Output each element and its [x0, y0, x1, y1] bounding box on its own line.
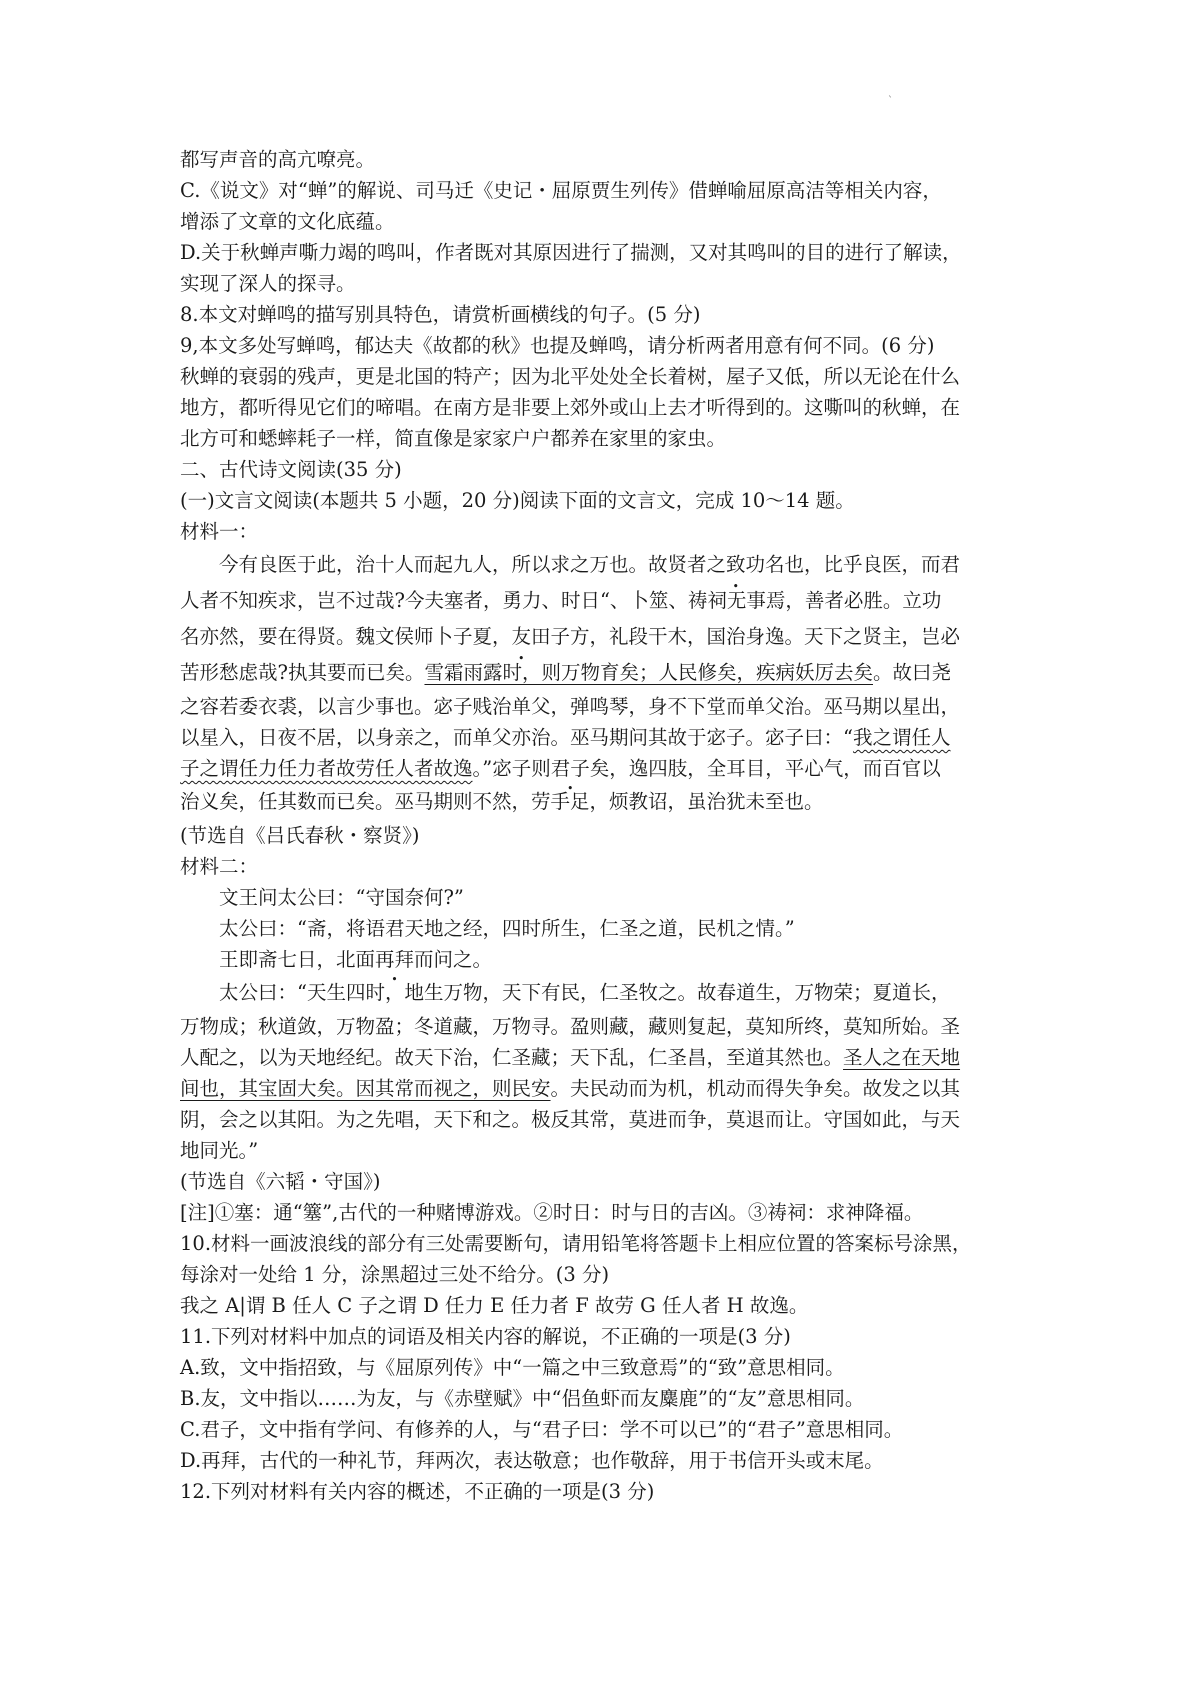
dotted-word: 友: [511, 625, 532, 648]
section-heading: 二、古代诗文阅读(35 分): [180, 458, 402, 481]
question-12: 12.下列对材料有关内容的概述，不正确的一项是(3 分): [180, 1480, 655, 1503]
wavy-underlined-text: 子之谓任力任力者故劳任人者故逸: [180, 757, 473, 780]
question-8: 8.本文对蝉鸣的描写别具特色，请赏析画横线的句子。(5 分): [180, 303, 701, 326]
passage-line: 文王问太公曰：“守国奈何?”: [219, 886, 464, 909]
text-line: 增添了文章的文化底蕴。: [180, 210, 395, 233]
question-10: 10.材料一画波浪线的部分有三处需要断句，请用铅笔将答题卡上相应位置的答案标号涂黑，: [180, 1232, 972, 1255]
underlined-sentence: 间也，其宝固大矣。因其常而视之，则民安: [180, 1077, 551, 1100]
source-note: (节选自《六韬・守国》): [180, 1170, 381, 1193]
scan-speck: `: [888, 96, 893, 107]
passage-line: 万物成；秋道敛，万物盈；冬道藏，万物寻。盈则藏，藏则复起，莫知所终，莫知所始。圣: [180, 1015, 961, 1038]
question-9: 9,本文多处写蝉鸣，郁达夫《故都的秋》也提及蝉鸣，请分析两者用意有何不同。(6 分): [180, 334, 935, 357]
question-10-options: 我之 A|谓 B 任人 C 子之谓 D 任力 E 任力者 F 故劳 G 任人者 H 故逸。: [180, 1294, 809, 1317]
quote-line: 北方可和蟋蟀耗子一样，简直像是家家户户都养在家里的家虫。: [180, 427, 727, 450]
option-a: A.致，文中指招致，与《屈原列传》中“一篇之中三致意焉”的“致”意思相同。: [180, 1356, 845, 1379]
dotted-word: 致: [726, 553, 746, 576]
passage-line: 人配之，以为天地经纪。故天下治，仁圣藏；天下乱，仁圣昌，至道其然也。圣人之在天地: [180, 1046, 961, 1069]
option-d-line: D.关于秋蝉声嘶力竭的鸣叫，作者既对其原因进行了揣测，又对其鸣叫的目的进行了解读，: [180, 241, 962, 264]
question-10-cont: 每涂对一处给 1 分，涂黑超过三处不给分。(3 分): [180, 1263, 610, 1286]
passage-line: 治义矣，任其数而已矣。巫马期则不然，劳手足，烦教诏，虽治犹未至也。: [180, 790, 824, 813]
quote-line: 秋蝉的衰弱的残声，更是北国的特产；因为北平处处全长着树，屋子又低，所以无论在什么: [180, 365, 961, 388]
quote-line: 地方，都听得见它们的啼唱。在南方是非要上郊外或山上去才听得到的。这嘶叫的秋蝉，在: [180, 396, 961, 419]
passage-line: 以星入，日夜不居，以身亲之，而单父亦治。巫马期问其故于宓子。宓子曰：“我之谓任人: [180, 726, 951, 749]
material-two-label: 材料二：: [180, 855, 259, 878]
passage-line: 阴，会之以其阳。为之先唱，天下和之。极反其常，莫进而争，莫退而让。守国如此，与天: [180, 1108, 961, 1131]
option-c: C.君子，文中指有学问、有修养的人，与“君子曰：学不可以已”的“君子”意思相同。: [180, 1418, 904, 1441]
question-11: 11.下列对材料中加点的词语及相关内容的解说，不正确的一项是(3 分): [180, 1325, 791, 1348]
option-c-line: C.《说文》对“蝉”的解说、司马迁《史记・屈原贾生列传》借蝉喻屈原高洁等相关内容，: [180, 179, 942, 202]
passage-line: 之容若委衣裘，以言少事也。宓子贱治单父，弹鸣琴，身不下堂而单父治。巫马期以星出，: [180, 695, 961, 718]
underlined-sentence: 雪霜雨露时，则万物育矣；人民修矣，疾病妖厉去矣: [424, 661, 873, 684]
text-line: 实现了深人的探寻。: [180, 272, 356, 295]
passage-line: 太公曰：“天生四时，地生万物，天下有民，仁圣牧之。故春道生，万物荣；夏道长，: [219, 981, 951, 1004]
passage-line: 子之谓任力任力者故劳任人者故逸。”宓子则君子矣，逸四肢，全耳目，平心气，而百官以: [180, 757, 941, 780]
exam-page: [180, 144, 1060, 1507]
option-b: B.友，文中指以……为友，与《赤壁赋》中“侣鱼虾而友麋鹿”的“友”意思相同。: [180, 1387, 865, 1410]
passage-line: 王即斋七日，北面再拜而问之。: [219, 948, 493, 971]
option-d: D.再拜，古代的一种礼节，拜两次，表达敬意；也作敬辞，用于书信开头或末尾。: [180, 1449, 884, 1472]
text-line: 都写声音的高亢嘹亮。: [180, 148, 376, 171]
dotted-word: 君子: [550, 757, 590, 780]
passage-line: 名亦然，要在得贤。魏文侯师卜子夏，友田子方，礼段干木，国治身逸。天下之贤主，岂必: [180, 625, 961, 648]
wavy-underlined-text: 我之谓任人: [852, 726, 951, 749]
dotted-word: 再拜: [375, 948, 415, 971]
passage-line: 地同光。”: [180, 1139, 259, 1162]
underlined-sentence: 圣人之在天地: [843, 1046, 961, 1069]
passage-line: 间也，其宝固大矣。因其常而视之，则民安。夫民动而为机，机动而得失争矣。故发之以其: [180, 1077, 961, 1100]
material-one-label: 材料一：: [180, 520, 259, 543]
annotation-note: [注]①塞：通“簺”,古代的一种赌博游戏。②时日：时与日的吉凶。③祷祠：求神降福。: [180, 1201, 924, 1224]
passage-line: 苦形愁虑哉?执其要而已矣。雪霜雨露时，则万物育矣；人民修矣，疾病妖厉去矣。故曰尧: [180, 661, 951, 684]
passage-line: 太公曰：“斋，将语君天地之经，四时所生，仁圣之道，民机之情。”: [219, 917, 795, 940]
passage-line: 人者不知疾求，岂不过哉?今夫塞者，勇力、时日“、卜筮、祷祠无事焉，善者必胜。立功: [180, 589, 942, 612]
subsection-heading: (一)文言文阅读(本题共 5 小题，20 分)阅读下面的文言文，完成 10～14 题。: [180, 489, 855, 512]
source-note: (节选自《吕氏春秋・察贤》): [180, 824, 420, 847]
passage-line: 今有良医于此，治十人而起九人，所以求之万也。故贤者之致功名也，比乎良医，而君: [219, 553, 961, 576]
